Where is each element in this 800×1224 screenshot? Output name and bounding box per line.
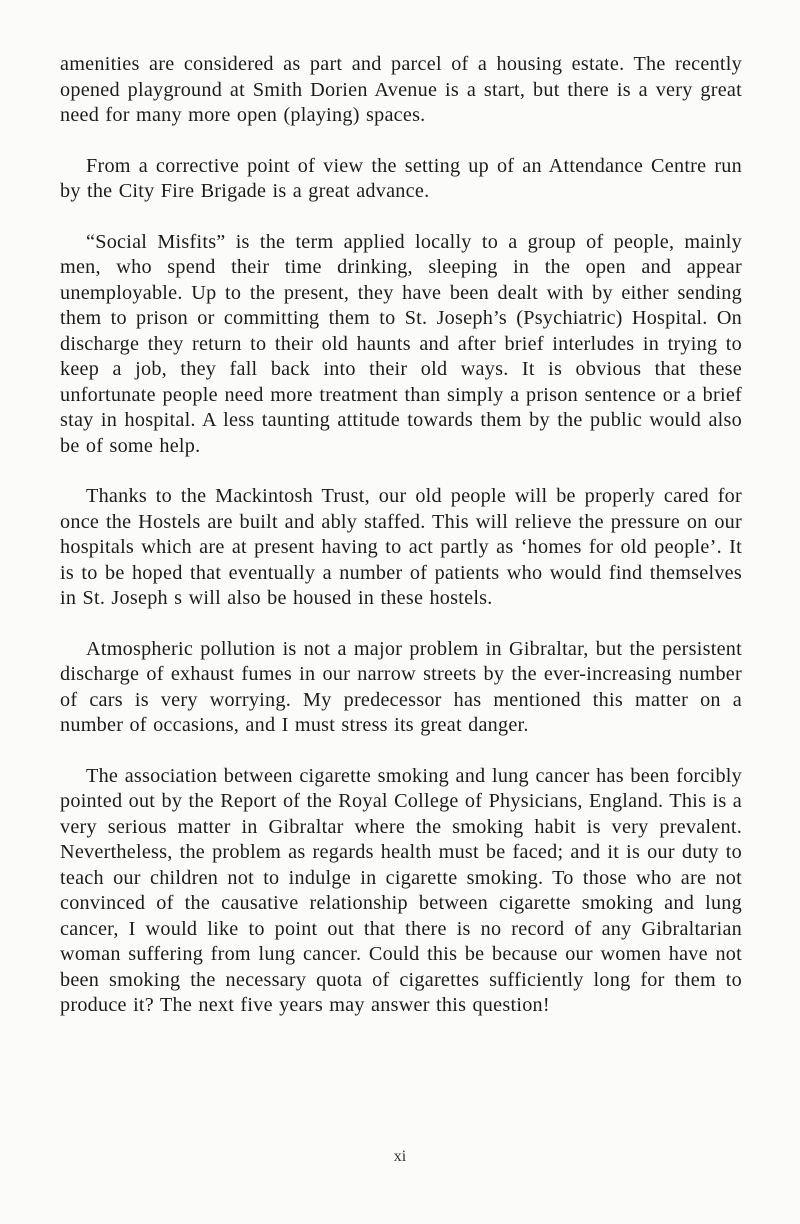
paragraph-old-people-hostels: Thanks to the Mackintosh Trust, our old people will be properly cared for once the Hostels are built and ably staffed. This will relieve the pressure on our hospitals which are at present having to act partly as ‘homes for old people’. It is to be hoped that eventually a number of patients who would find themselves in St. Joseph s will also be housed in these hostels. — [60, 485, 742, 609]
paragraph-housing-amenities: amenities are considered as part and parcel of a housing estate. The recently opened playground at Smith Dorien Avenue is a start, but there is a very great need for many more open (playing) spaces. — [60, 53, 742, 126]
paragraph-atmospheric-pollution: Atmospheric pollution is not a major problem in Gibraltar, but the persistent discharge of exhaust fumes in our narrow streets by the ever-increasing number of cars is very worrying. My predecessor has mentioned this matter on a number of occasions, and I must stress its great danger. — [60, 637, 742, 736]
paragraph-social-misfits: “Social Misfits” is the term applied locally to a group of people, mainly men, who spend their time drinking, sleeping in the open and appear unemployable. Up to the present, they have been dealt with by either sending them to prison or committing them to St. Joseph’s (Psychiatric) Hospital. On discharge they return to their old haunts and after brief interludes in trying to keep a job, they fall back into their old ways. It is obvious that these unfortunate people need more treatment than simply a prison sentence or a brief stay in hospital. A less taunting attitude towards them by the public would also be of some help. — [60, 230, 742, 457]
body-text — [60, 52, 742, 1044]
paragraph-cigarette-smoking: The association between cigarette smoking and lung cancer has been forcibly pointed out by the Report of the Royal College of Physicians, England. This is a very serious matter in Gibraltar where the smoking habit is very prevalent. Nevertheless, the problem as regards health must be faced; and it is our duty to teach our children not to indulge in cigarette smoking. To those who are not convinced of the causative relationship between cigarette smoking and lung cancer, I would like to point out that there is no record of any Gibraltarian woman suffering from lung cancer. Could this be because our women have not been smoking the necessary quota of cigarettes sufficiently long for them to produce it? The next five years may answer this question! — [60, 764, 742, 1016]
paragraph-attendance-centre: From a corrective point of view the setting up of an Attendance Centre run by the City Fire Brigade is a great advance. — [60, 154, 742, 202]
page-number: xi — [393, 1148, 407, 1165]
